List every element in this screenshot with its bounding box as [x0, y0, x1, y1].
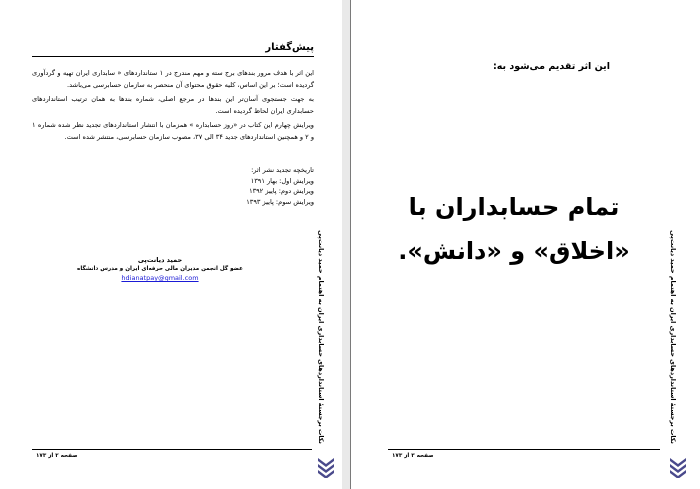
edition-history	[32, 165, 314, 207]
side-caption-right	[667, 232, 679, 442]
dedication-line: این اثر تقدیم می‌شود به:	[492, 61, 610, 72]
history-item: ویرایش اول: بهار ۱۳۹۱	[250, 176, 314, 185]
foreword-paragraph: این اثر با هدف مرور بندهای برج سته و مهم مندرج در ۱ ستانداردهای « سابداری ایران تهیه و گردآوری گردیده است؛ بر این اساس، کلیه حقوق محتوای آن منحصر به سازمان حسابرسی می‌باشد.	[32, 69, 314, 89]
title-line: تمام حسابداران با	[408, 193, 620, 221]
title-line: «اخلاق» و «دانش».	[398, 237, 630, 265]
foreword-paragraph: ویرایش چهارم این کتاب در «روز حسابداره » همزمان با انتشار استانداردهای تجدید نظر شده شماره ۱ و ۲ و همچنین استانداردهای جدید ۳۴ الی ۳۷، مصوب سازمان حسابرسی، منتشر شده است.	[32, 121, 314, 141]
side-caption-text: نکات برجستهٔ استانداردهای حسابداری ایران به اهتمام حمید دیانت‌پی	[317, 230, 325, 444]
footer-divider	[388, 449, 660, 450]
left-page	[0, 0, 343, 489]
history-item: ویرایش دوم: پاییز ۱۳۹۲	[249, 187, 314, 195]
author-name: حمید دیانت‌پی	[137, 256, 183, 264]
page-number-left: صفحه ۲ از ۱۷۳	[36, 453, 78, 459]
heading-divider	[32, 56, 314, 57]
side-caption-text: نکات برجستهٔ استانداردهای حسابداری ایران به اهتمام حمید دیانت‌پی	[669, 230, 677, 444]
dedication-title	[390, 185, 638, 273]
side-caption-left	[315, 232, 327, 442]
foreword-heading: پیش‌گفتار	[265, 42, 314, 53]
page-number-right: صفحه ۳ از ۱۷۳	[392, 453, 434, 459]
author-title: عضو گل انجمن مدیران مالی حرفه‌ای ایران و مدرس دانشگاه	[77, 266, 243, 272]
chevron-down-icon	[316, 456, 336, 478]
foreword-body	[32, 68, 314, 146]
author-email-link[interactable]: hdianatpay@gmail.com	[121, 274, 199, 282]
author-signature	[60, 256, 260, 283]
chevron-down-icon	[668, 456, 688, 478]
history-item: ویرایش سوم: پاییز ۱۳۹۳	[246, 197, 314, 206]
footer-divider	[32, 449, 312, 450]
foreword-paragraph: به جهت جستجوی آسان‌تر این بندها در مرجع اصلی، شماره بندها به همان ترتیب استانداردهای حسابداری ایران لحاظ گردیده است.	[32, 95, 314, 115]
history-title: تاریخچه تجدید نشر اثر:	[251, 166, 314, 174]
book-gutter	[342, 0, 350, 489]
